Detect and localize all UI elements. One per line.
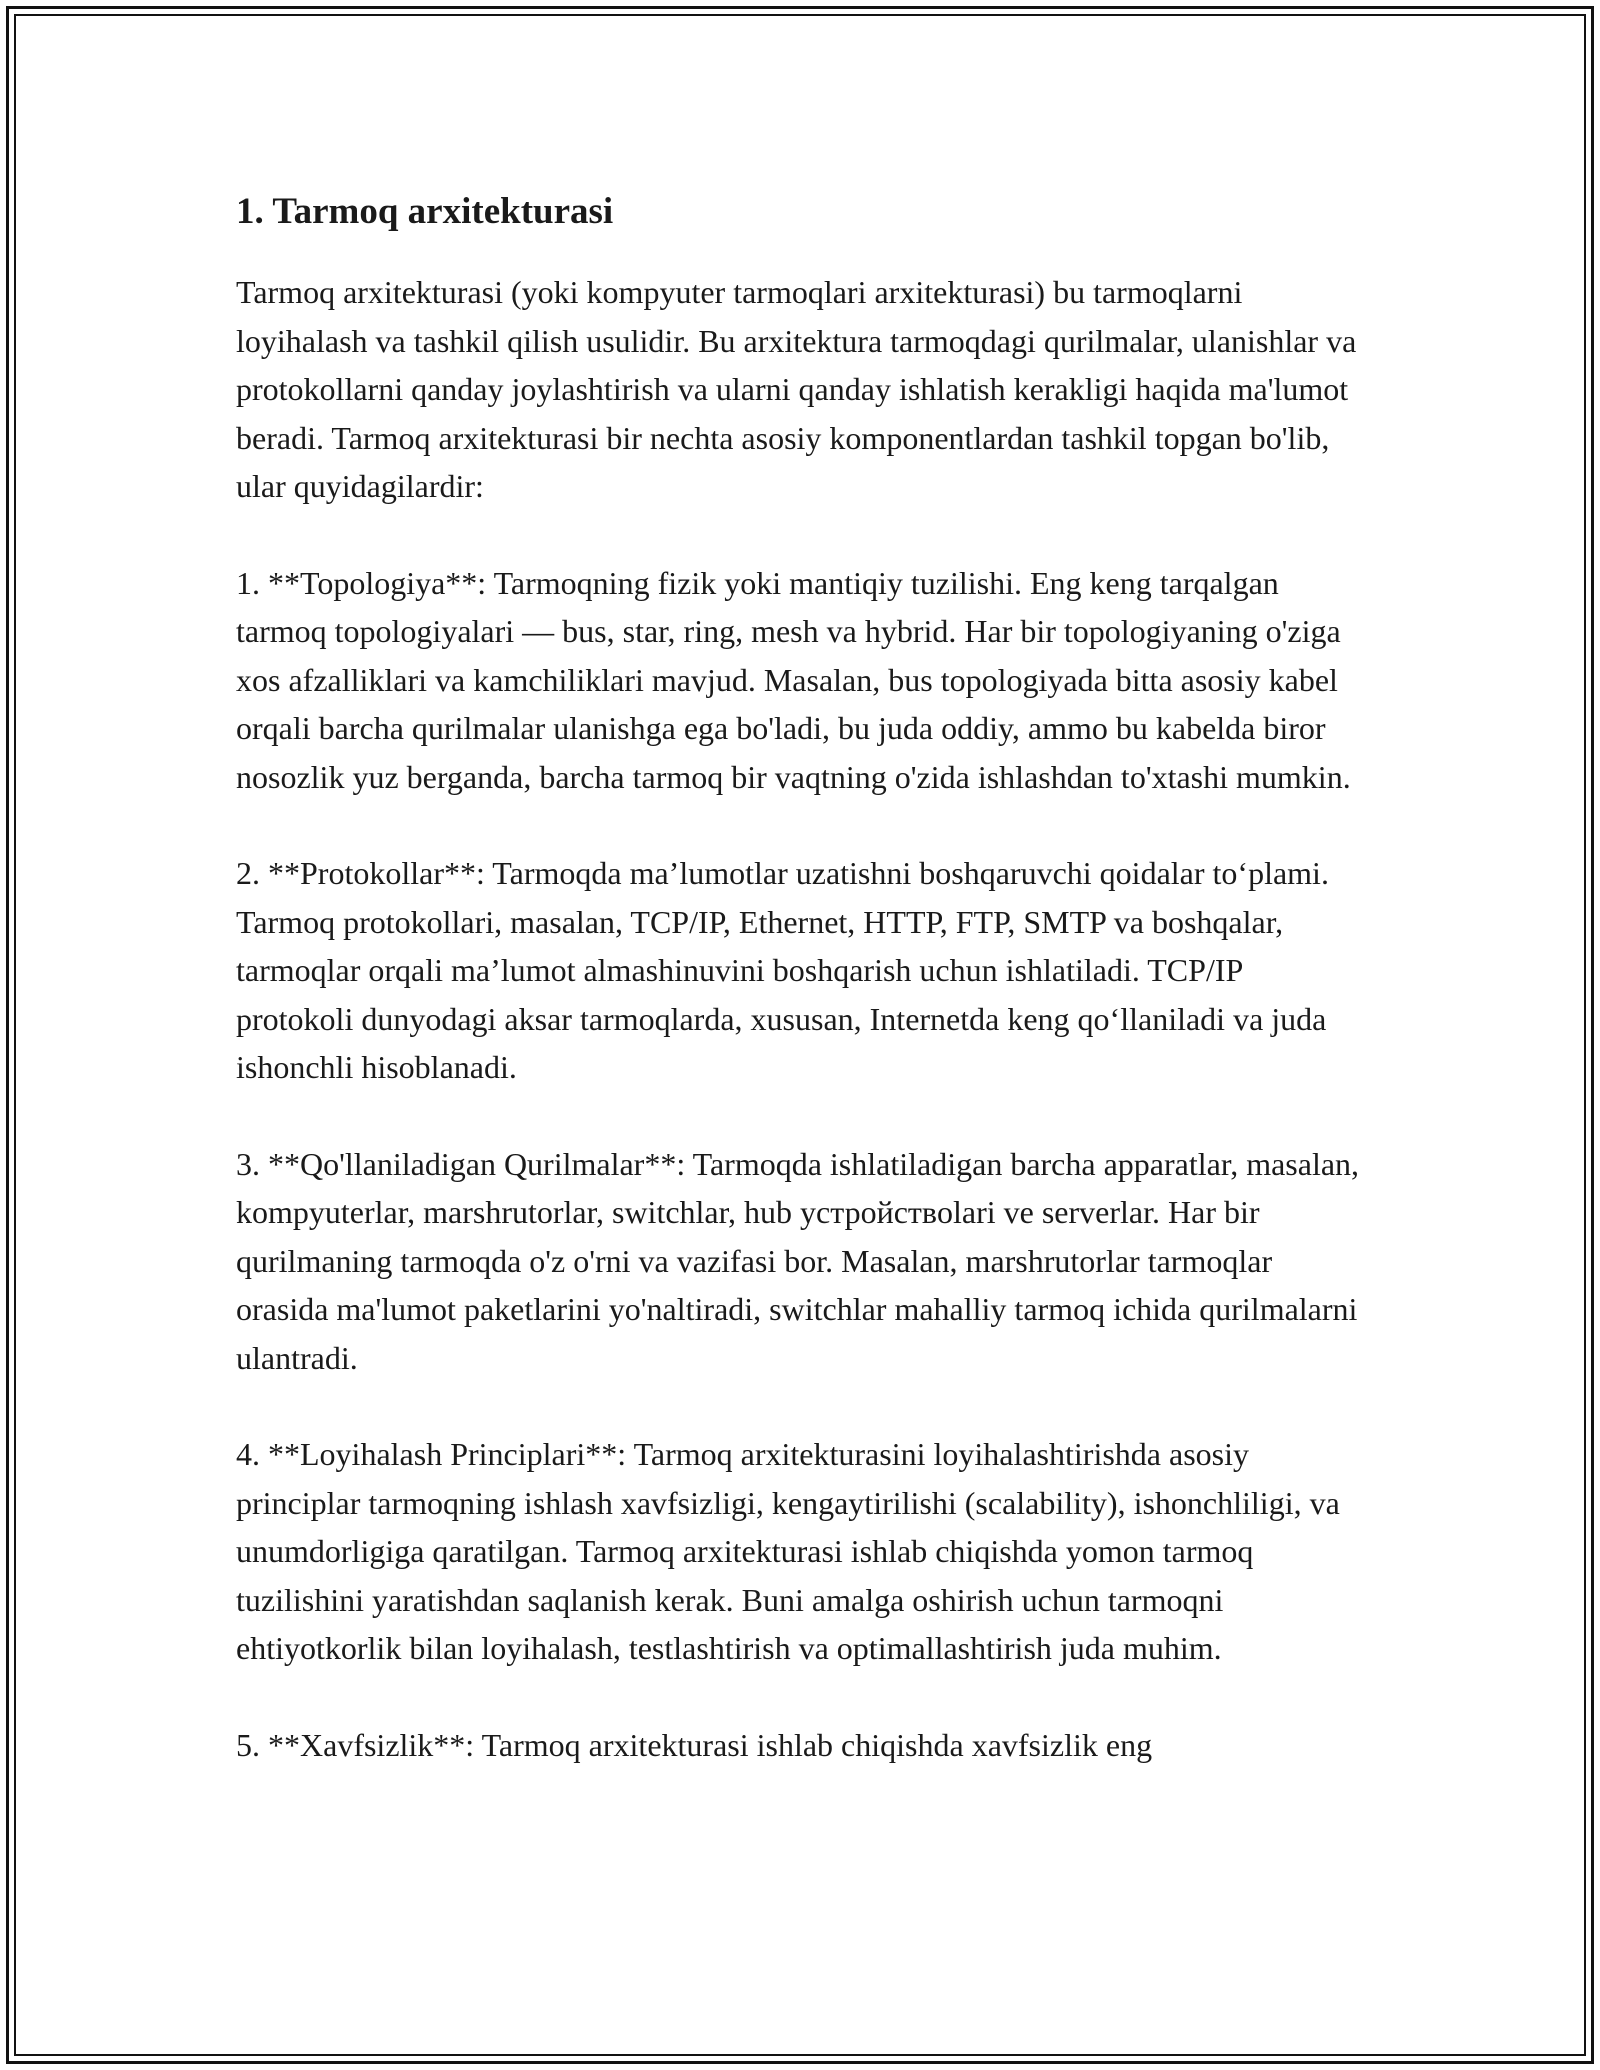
paragraph-loyihalash: 4. **Loyihalash Principlari**: Tarmoq arxitekturasini loyihalashtirishda asosiy principlar tarmoqning ishlash xavfsizligi, kengaytirilishi (scalability), ishonchliligi, va unumdorligiga qaratilgan. Tarmoq arxitekturasi ishlab chiqishda yomon tarmoq tuzilishini yaratishdan saqlanish kerak. Buni amalga oshirish uchun tarmoqni ehtiyotkorlik bilan loyihalash, testlashtirish va optimallashtirish juda muhim. (236, 1436, 1340, 1666)
section-heading: 1. Tarmoq arxitekturasi (236, 191, 614, 232)
paragraph-topologiya: 1. **Topologiya**: Tarmoqning fizik yoki mantiqiy tuzilishi. Eng keng tarqalgan tarmoq topologiyalari — bus, star, ring, mesh va hybrid. Har bir topologiyaning o'ziga xos afzalliklari va kamchiliklari mavjud. Masalan, bus topologiyada bitta asosiy kabel orqali barcha qurilmalar ulanishga ega bo'ladi, bu juda oddiy, ammo bu kabelda biror nosozlik yuz berganda, barcha tarmoq bir vaqtning o'zida ishlashdan to'xtashi mumkin. (236, 564, 1351, 795)
paragraph-protokollar: 2. **Protokollar**: Tarmoqda ma’lumotlar uzatishni boshqaruvchi qoidalar to‘plami. Tarmoq protokollari, masalan, TCP/IP, Ethernet, HTTP, FTP, SMTP va boshqalar, tarmoqlar orqali ma’lumot almashinuvini boshqarish uchun ishlatiladi. TCP/IP protokoli dunyodagi aksar tarmoqlarda, xususan, Internetda keng qo‘llaniladi va juda ishonchli hisoblanadi. (236, 855, 1329, 1085)
paragraph-qurilmalar: 3. **Qo'llaniladigan Qurilmalar**: Tarmoqda ishlatiladigan barcha apparatlar, masalan, kompyuterlar, marshrutorlar, switchlar, hub устройствolari ve serverlar. Har bir qurilmaning tarmoqda o'z o'rni va vazifasi bor. Masalan, marshrutorlar tarmoqlar orasida ma'lumot paketlarini yo'naltiradi, switchlar mahalliy tarmoq ichida qurilmalarni ulantradi. (236, 1145, 1360, 1376)
document-body (236, 186, 1366, 1817)
paragraph-xavfsizlik: 5. **Xavfsizlik**: Tarmoq arxitekturasi ishlab chiqishda xavfsizlik eng (236, 1726, 1153, 1763)
intro-paragraph: Tarmoq arxitekturasi (yoki kompyuter tarmoqlari arxitekturasi) bu tarmoqlarni loyihalash va tashkil qilish usulidir. Bu arxitektura tarmoqdagi qurilmalar, ulanishlar va protokollarni qanday joylashtirish va ularni qanday ishlatish kerakligi haqida ma'lumot beradi. Tarmoq arxitekturasi bir nechta asosiy komponentlardan tashkil topgan bo'lib, ular quyidagilardir: (236, 274, 1357, 504)
